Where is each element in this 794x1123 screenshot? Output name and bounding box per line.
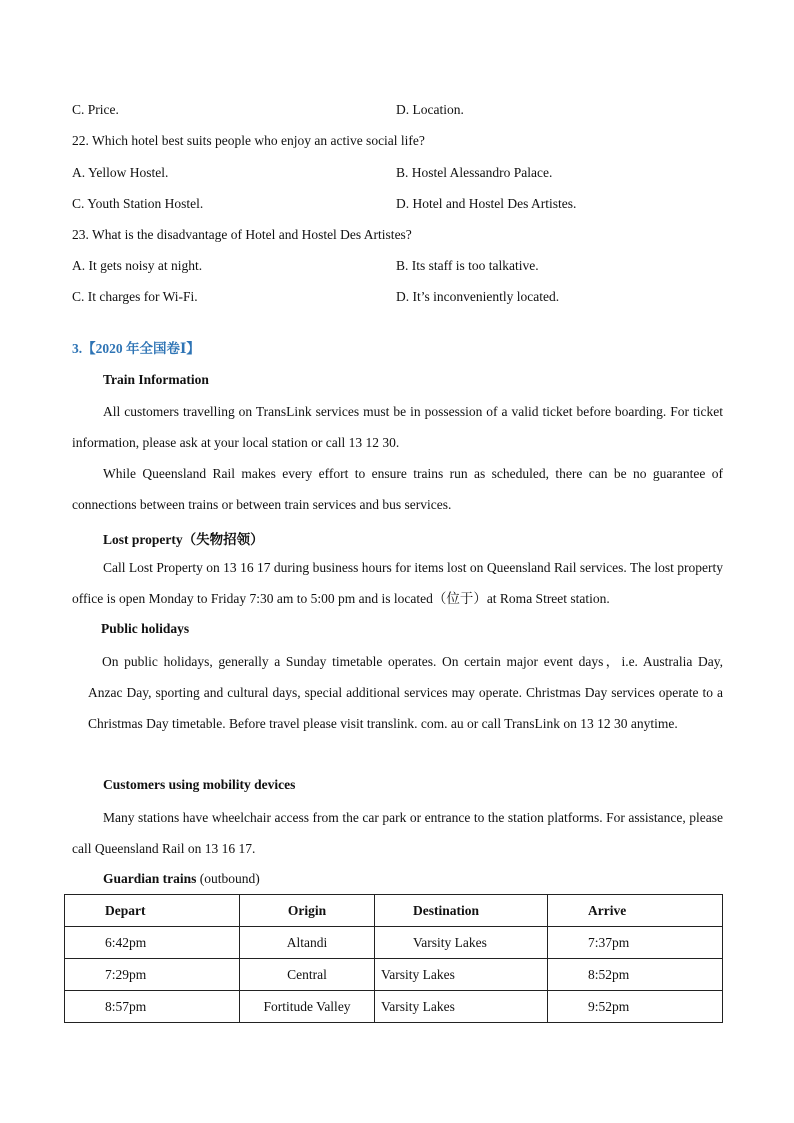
q21-option-c: C. Price. [72, 102, 119, 117]
guardian-trains-heading: Guardian trains [103, 871, 197, 886]
guardian-trains-table [64, 894, 723, 1023]
depart-cell: 6:42pm [65, 927, 240, 959]
col-header-arrive: Arrive [548, 895, 723, 927]
q22-option-a: A. Yellow Hostel. [72, 165, 169, 180]
depart-cell: 8:57pm [65, 991, 240, 1023]
arrive-cell: 8:52pm [548, 959, 723, 991]
depart-cell: 7:29pm [65, 959, 240, 991]
origin-cell: Fortitude Valley [240, 991, 375, 1023]
arrive-cell: 9:52pm [548, 991, 723, 1023]
lost-property-para: Call Lost Property on 13 16 17 during business hours for items lost on Queensland Rail services. The lost property office is open Monday to Friday 7:30 am to 5:00 pm and is located（位于）at Roma Street station. [72, 560, 723, 606]
train-info-heading: Train Information [103, 372, 209, 387]
train-info-para2: While Queensland Rail makes every effort to ensure trains run as scheduled, there can be no guarantee of connections between trains or between train services and bus services. [72, 466, 723, 512]
guardian-trains-title [103, 871, 260, 887]
lost-property-heading: Lost property（失物招领） [103, 532, 264, 547]
mobility-para: Many stations have wheelchair access from the car park or entrance to the station platforms. For assistance, please call Queensland Rail on 13 16 17. [72, 810, 723, 856]
q23-option-a: A. It gets noisy at night. [72, 258, 203, 273]
q22-option-d: D. Hotel and Hostel Des Artistes. [396, 196, 577, 211]
destination-cell: Varsity Lakes [375, 959, 548, 991]
arrive-cell: 7:37pm [548, 927, 723, 959]
table-row [65, 959, 723, 991]
destination-cell: Varsity Lakes [375, 927, 548, 959]
section-label: 3.【2020 年全国卷Ⅰ】 [72, 341, 200, 356]
q23-option-b: B. Its staff is too talkative. [396, 258, 539, 273]
public-holidays-para: On public holidays, generally a Sunday timetable operates. On certain major event days，i.e. Australia Day, Anzac Day, sporting and cultural days, special additional services may operate. Christmas Day services operate to a Christmas Day timetable. Before travel please visit translink. com. au or call TransLink on 13 12 30 anytime. [88, 654, 723, 731]
q23-option-c: C. It charges for Wi-Fi. [72, 289, 198, 304]
col-header-depart: Depart [65, 895, 240, 927]
col-header-origin: Origin [240, 895, 375, 927]
mobility-heading: Customers using mobility devices [103, 777, 296, 792]
q23-option-d: D. It’s inconveniently located. [396, 289, 560, 304]
q22-option-c: C. Youth Station Hostel. [72, 196, 204, 211]
train-info-para1: All customers travelling on TransLink services must be in possession of a valid ticket before boarding. For ticket information, please ask at your local station or call 13 12 30. [72, 404, 723, 450]
public-holidays-heading: Public holidays [101, 621, 190, 636]
q23-question: 23. What is the disadvantage of Hotel and Hostel Des Artistes? [72, 227, 412, 242]
origin-cell: Central [240, 959, 375, 991]
destination-cell: Varsity Lakes [375, 991, 548, 1023]
q22-option-b: B. Hostel Alessandro Palace. [396, 165, 553, 180]
q22-question: 22. Which hotel best suits people who enjoy an active social life? [72, 133, 425, 148]
table-row [65, 991, 723, 1023]
col-header-destination: Destination [375, 895, 548, 927]
table-header-row [65, 895, 723, 927]
table-row [65, 927, 723, 959]
origin-cell: Altandi [240, 927, 375, 959]
q21-option-d: D. Location. [396, 102, 464, 117]
guardian-trains-subheading: (outbound) [199, 871, 260, 886]
